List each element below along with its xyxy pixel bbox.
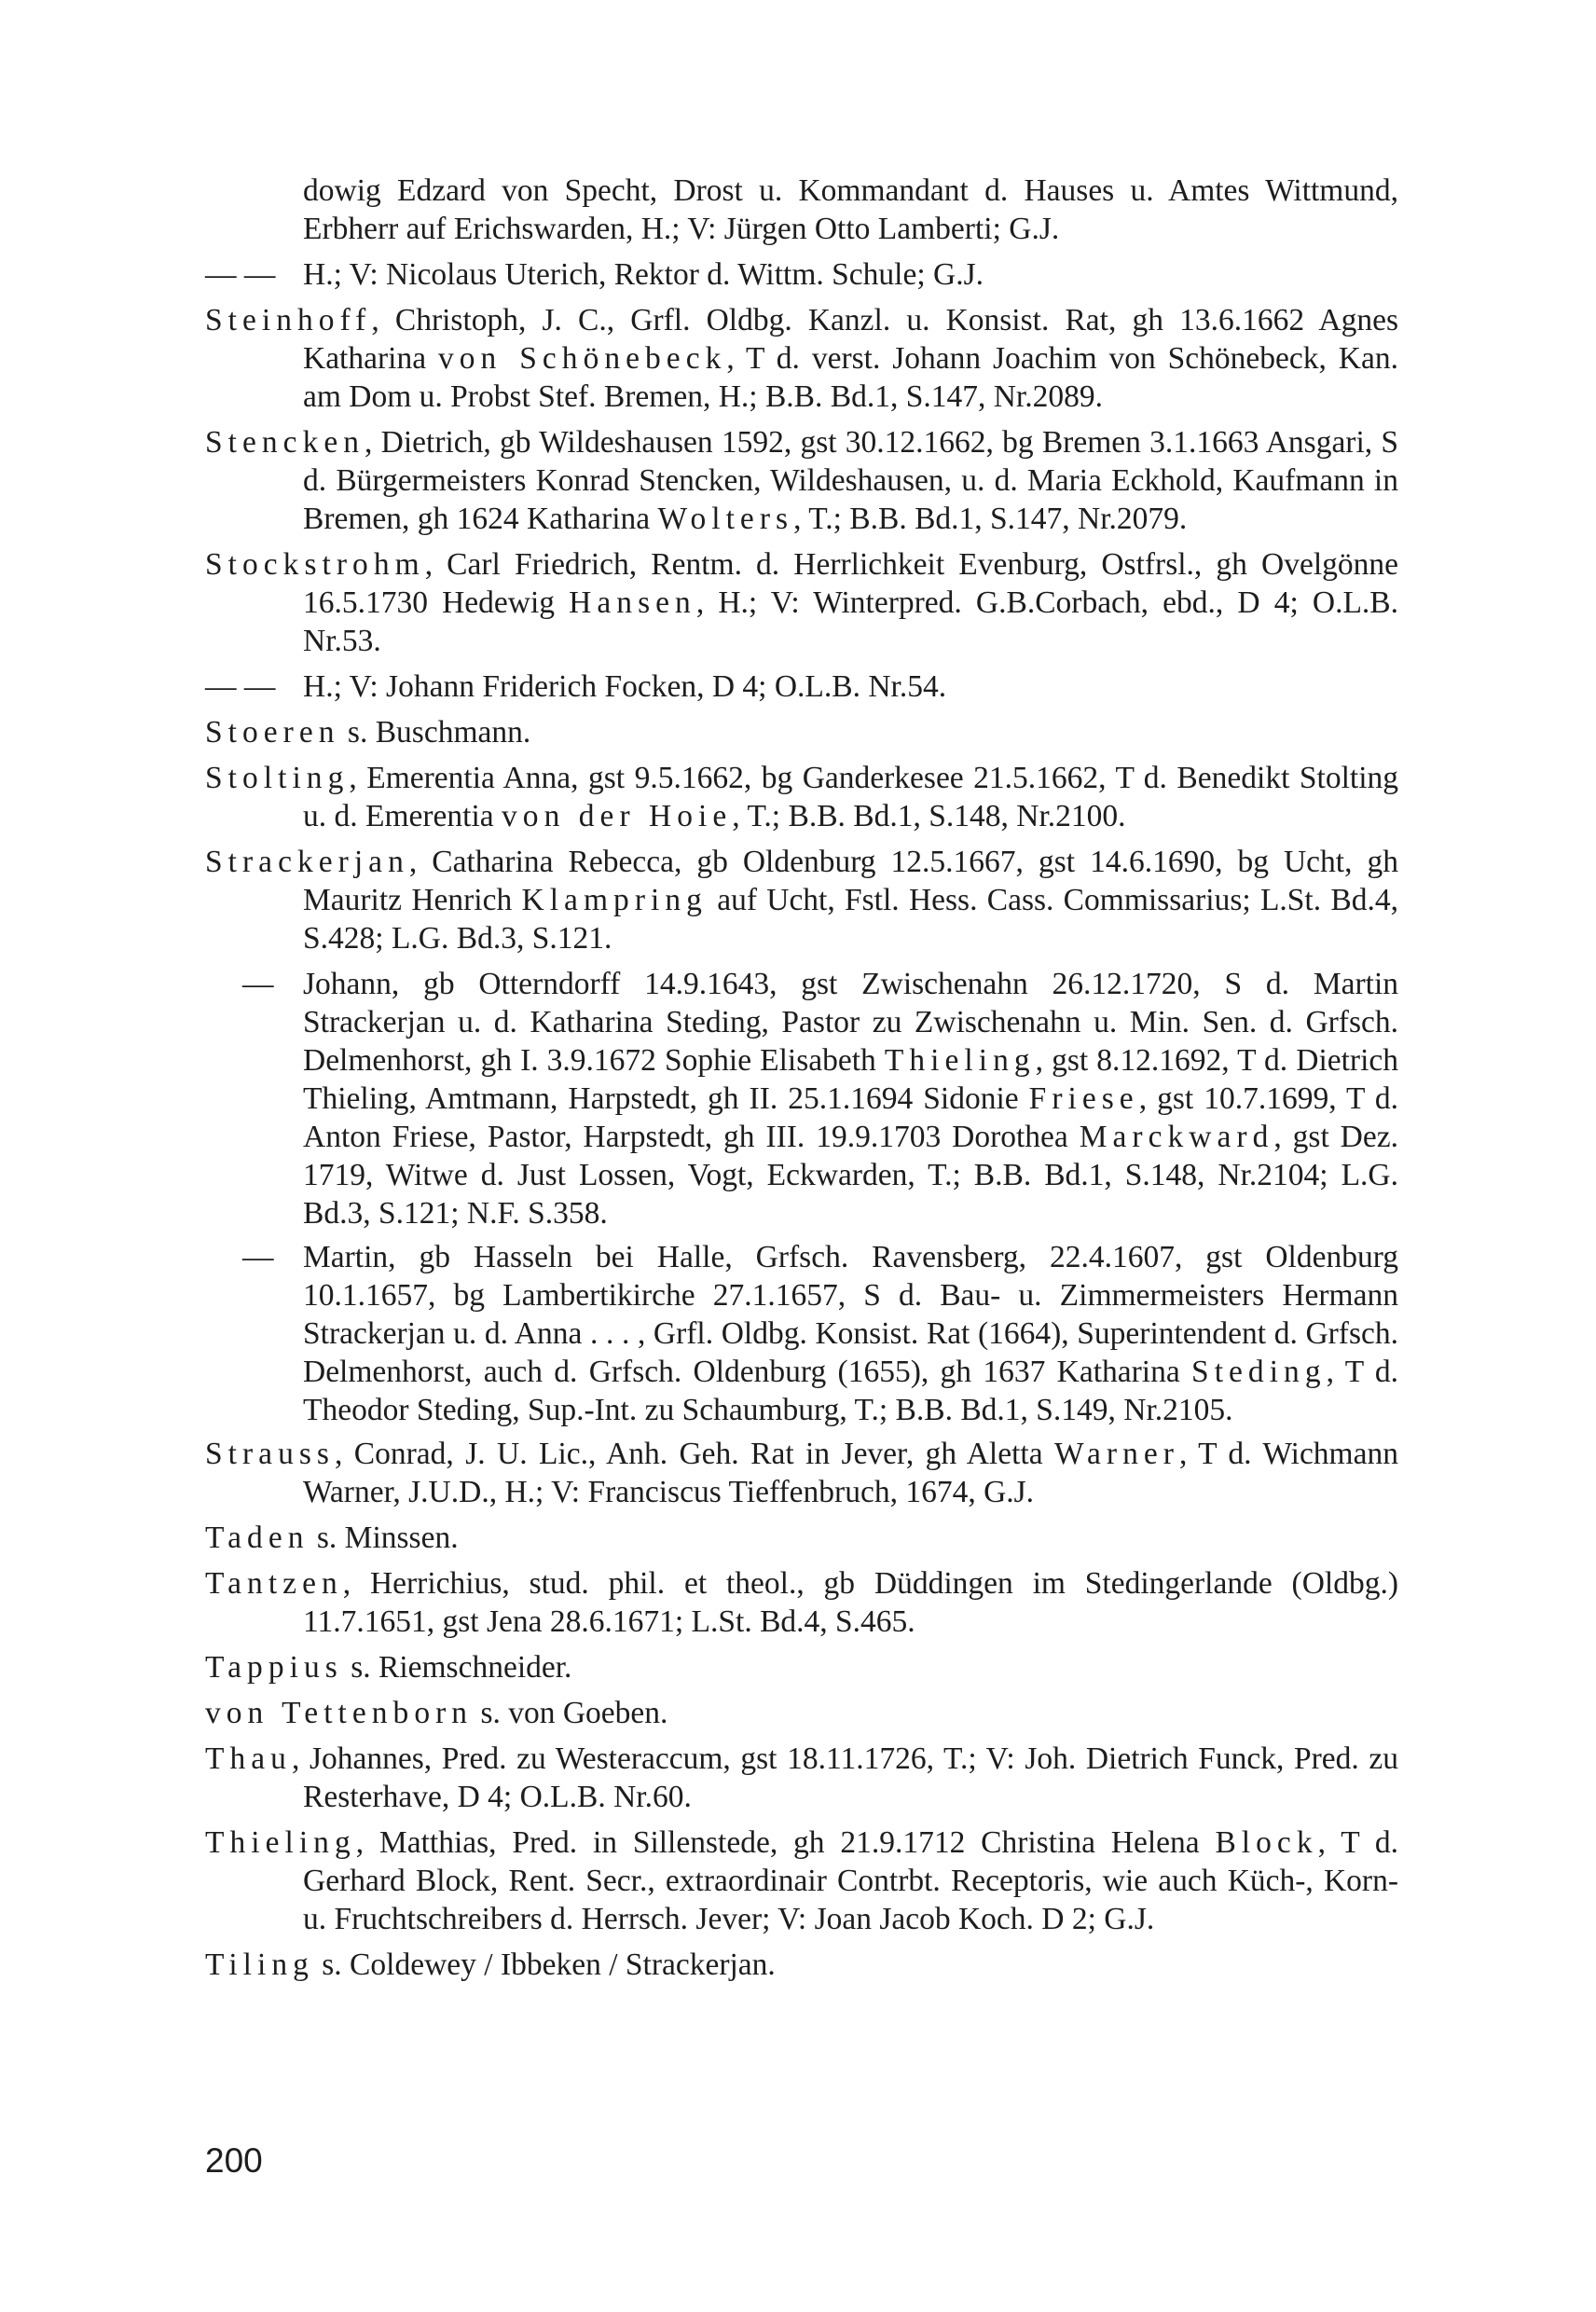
entry-tettenborn bbox=[205, 1694, 1398, 1732]
spouse-name: Friese bbox=[1028, 1081, 1139, 1116]
entry-stoeren bbox=[205, 713, 1398, 751]
surname: Strackerjan bbox=[205, 845, 409, 879]
entry-stolting bbox=[205, 759, 1398, 835]
spouse-name: Steding bbox=[1191, 1355, 1327, 1389]
entry-text: Johann, gb Otterndorff 14.9.1643, gst Zwischenahn 26.12.1720, S d. Martin Strackerjan u. d. Katharina Steding, Pastor zu Zwischenahn u. Min. Sen. d. Grfsch. Delmenhorst, gh I. 3.9.1672 Sophie Elisabeth bbox=[303, 967, 1398, 1078]
entry-strackerjan-johann bbox=[205, 965, 1398, 1232]
entry-text: s. Buschmann. bbox=[339, 715, 531, 750]
spouse-name: Hansen bbox=[569, 585, 696, 620]
spouse-name: Marckward bbox=[1079, 1120, 1274, 1154]
ditto-mark: — bbox=[242, 1240, 274, 1274]
surname: Strauss bbox=[205, 1437, 335, 1471]
entry-text: , Carl Friedrich, Rentm. d. Herrlichkeit Evenburg, Ostfrsl., gh Ovelgönne 16.5.1730 Hedewig bbox=[303, 547, 1398, 620]
surname: Stoeren bbox=[205, 715, 340, 750]
entry-text: s. von Goeben. bbox=[473, 1696, 668, 1730]
ditto-mark: — bbox=[242, 967, 274, 1001]
page-number: 200 bbox=[205, 2141, 263, 2180]
ditto-mark: — — bbox=[205, 669, 276, 704]
entry-text: , Catharina Rebecca, gb Oldenburg 12.5.1667, gst 14.6.1690, bg Ucht, gh Mauritz Henrich bbox=[303, 845, 1398, 917]
entry-text: , Conrad, J. U. Lic., Anh. Geh. Rat in Jever, gh Aletta bbox=[335, 1437, 1055, 1471]
spouse-name: von Schönebeck bbox=[437, 341, 727, 376]
spouse-name: von der Hoie bbox=[502, 799, 733, 833]
entry-taden bbox=[205, 1519, 1398, 1557]
entry-text: s. Coldewey / Ibbeken / Strackerjan. bbox=[313, 1947, 776, 1982]
entry-text: , Christoph, J. C., Grfl. Oldbg. Kanzl. u. Konsist. Rat, gh 13.6.1662 Agnes Katharina bbox=[303, 303, 1398, 376]
entry-strackerjan bbox=[205, 843, 1398, 957]
surname: Thieling bbox=[205, 1825, 356, 1860]
entry-text: , Dietrich, gb Wildeshausen 1592, gst 30.12.1662, bg Bremen 3.1.1663 Ansgari, S d. Bürgermeisters Konrad Stencken, Wildeshausen, u. d. Maria Eckhold, Kaufmann in Bremen, gh 1624 Katharina bbox=[303, 425, 1398, 536]
entry-text: , gst Dez. 1719, Witwe d. Just Lossen, Vogt, Eckwarden, T.; B.B. Bd.1, S.148, Nr.2104; L.G. Bd.3, S.121; N.F. S.358. bbox=[303, 1120, 1398, 1231]
entry-text: s. Minssen. bbox=[309, 1521, 459, 1555]
entry-tantzen bbox=[205, 1564, 1398, 1641]
entry-strackerjan-martin bbox=[205, 1238, 1398, 1429]
entry-thau bbox=[205, 1740, 1398, 1816]
entry-text: , gst 8.12.1692, T d. Dietrich Thieling, Amtmann, Harpstedt, gh II. 25.1.1694 Sidonie bbox=[303, 1043, 1399, 1116]
entry-text: , T d. Gerhard Block, Rent. Secr., extraordinair Contrbt. Receptoris, wie auch Küch-, Korn- u. Fruchtschreibers d. Herrsch. Jever; V: Joan Jacob Koch. D 2; G.J. bbox=[303, 1825, 1398, 1936]
entry-continuation bbox=[205, 172, 1398, 248]
entry-stencken bbox=[205, 423, 1398, 538]
spouse-name: Warner bbox=[1054, 1437, 1179, 1471]
entry-text: , Matthias, Pred. in Sillenstede, gh 21.9.1712 Christina Helena bbox=[355, 1825, 1216, 1860]
entry-dash-1 bbox=[205, 255, 1398, 294]
ditto-mark: — — bbox=[205, 257, 276, 292]
entry-text: , H.; V: Winterpred. G.B.Corbach, ebd., D 4; O.L.B. Nr.53. bbox=[303, 585, 1399, 658]
entry-text: , T d. Theodor Steding, Sup.-Int. zu Schaumburg, T.; B.B. Bd.1, S.149, Nr.2105. bbox=[303, 1355, 1398, 1427]
entry-text: , T.; B.B. Bd.1, S.147, Nr.2079. bbox=[793, 502, 1188, 536]
entry-text: auf Ucht, Fstl. Hess. Cass. Commissarius; L.St. Bd.4, S.428; L.G. Bd.3, S.121. bbox=[303, 883, 1398, 956]
entry-steinhoff bbox=[205, 301, 1398, 416]
entry-text: , T.; B.B. Bd.1, S.148, Nr.2100. bbox=[732, 799, 1126, 833]
spouse-name: Thieling bbox=[884, 1043, 1036, 1078]
entry-text: , T d. verst. Johann Joachim von Schönebeck, Kan. am Dom u. Probst Stef. Bremen, H.; B.B. Bd.1, S.147, Nr.2089. bbox=[303, 341, 1398, 414]
entry-text: , T d. Wichmann Warner, J.U.D., H.; V: Franciscus Tieffenbruch, 1674, G.J. bbox=[303, 1437, 1398, 1509]
surname: Stockstrohm bbox=[205, 547, 425, 582]
entry-text: , gst 10.7.1699, T d. Anton Friese, Pastor, Harpstedt, gh III. 19.9.1703 Dorothea bbox=[303, 1081, 1398, 1154]
register-text bbox=[205, 173, 1399, 1991]
surname: Taden bbox=[205, 1521, 310, 1555]
name-prefix: von bbox=[205, 1696, 282, 1730]
surname: Stolting bbox=[205, 761, 350, 795]
surname: Tettenborn bbox=[282, 1696, 474, 1730]
spouse-name: Klampring bbox=[521, 883, 708, 917]
surname: Steinhoff bbox=[205, 303, 372, 337]
spouse-name: Block bbox=[1215, 1825, 1318, 1860]
entry-tappius bbox=[205, 1648, 1398, 1686]
entry-text: H.; V: Johann Friderich Focken, D 4; O.L.B. Nr.54. bbox=[303, 669, 947, 704]
entry-text: dowig Edzard von Specht, Drost u. Kommandant d. Hauses u. Amtes Wittmund, Erbherr auf Erichswarden, H.; V: Jürgen Otto Lamberti; G.J. bbox=[303, 173, 1398, 246]
surname: Tiling bbox=[205, 1947, 314, 1982]
entry-stockstrohm bbox=[205, 545, 1398, 660]
entry-text: , Emerentia Anna, gst 9.5.1662, bg Ganderkesee 21.5.1662, T d. Benedikt Stolting u. d. Emerentia bbox=[303, 761, 1398, 833]
entry-text: , Herrichius, stud. phil. et theol., gb Düddingen im Stedingerlande (Oldbg.) 11.7.1651, gst Jena 28.6.1671; L.St. Bd.4, S.465. bbox=[303, 1566, 1398, 1639]
surname: Thau bbox=[205, 1741, 292, 1776]
entry-tiling bbox=[205, 1946, 1398, 1984]
entry-text: H.; V: Nicolaus Uterich, Rektor d. Wittm. Schule; G.J. bbox=[303, 257, 984, 292]
entry-dash-2 bbox=[205, 667, 1398, 706]
spouse-name: Wolters bbox=[657, 502, 794, 536]
entry-text: Martin, gb Hasseln bei Halle, Grfsch. Ravensberg, 22.4.1607, gst Oldenburg 10.1.1657, bg Lambertikirche 27.1.1657, S d. Bau- u. Zimmermeisters Hermann Strackerjan u. d. Anna . . . , Grfl. Oldbg. Konsist. Rat (1664), Superintendent d. Grfsch. Delmenhorst, auch d. Grfsch. Oldenburg (1655), gh 1637 Katharina bbox=[303, 1240, 1398, 1389]
entry-text: s. Riemschneider. bbox=[342, 1650, 572, 1685]
surname: Stencken bbox=[205, 425, 365, 460]
entry-thieling bbox=[205, 1823, 1398, 1938]
entry-text: , Johannes, Pred. zu Westeraccum, gst 18.11.1726, T.; V: Joh. Dietrich Funck, Pred. zu Resterhave, D 4; O.L.B. Nr.60. bbox=[291, 1741, 1398, 1814]
surname: Tantzen bbox=[205, 1566, 343, 1601]
entry-strauss bbox=[205, 1435, 1398, 1511]
surname: Tappius bbox=[205, 1650, 343, 1685]
